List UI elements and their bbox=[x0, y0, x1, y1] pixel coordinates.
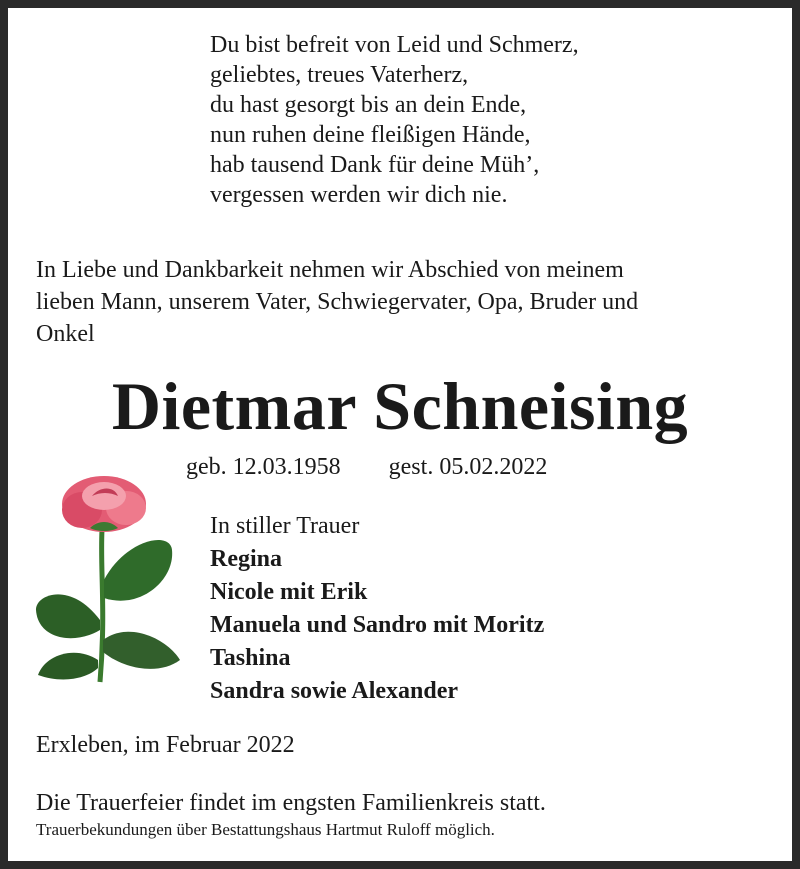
poem-line: hab tausend Dank für deine Müh’, bbox=[210, 152, 540, 178]
poem-line: nun ruhen deine fleißigen Hände, bbox=[210, 122, 531, 148]
deceased-name: Dietmar Schneising bbox=[111, 368, 689, 444]
poem-line: vergessen werden wir dich nie. bbox=[210, 182, 508, 208]
death-date: gest. 05.02.2022 bbox=[388, 454, 548, 480]
funeral-notice: Die Trauerfeier findet im engsten Familienkreis statt. bbox=[36, 790, 546, 816]
rose-stem bbox=[100, 530, 103, 682]
mourners-list bbox=[210, 510, 544, 708]
rose-leaf-left bbox=[36, 594, 100, 638]
mourner-name: Sandra sowie Alexander bbox=[210, 678, 459, 704]
intro-line: Onkel bbox=[36, 321, 95, 347]
rose-leaf-right bbox=[104, 540, 172, 601]
poem-line: geliebtes, treues Vaterherz, bbox=[210, 62, 469, 88]
intro-line: In Liebe und Dankbarkeit nehmen wir Abschied von meinem bbox=[36, 257, 624, 283]
rose-icon bbox=[30, 470, 190, 685]
intro-line: lieben Mann, unserem Vater, Schwiegervater, Opa, Bruder und bbox=[36, 289, 639, 315]
intro-text bbox=[36, 254, 776, 350]
mourner-name: Nicole mit Erik bbox=[210, 579, 368, 605]
poem-line: Du bist befreit von Leid und Schmerz, bbox=[210, 32, 579, 58]
life-dates bbox=[186, 452, 547, 482]
condolence-note: Trauerbekundungen über Bestattungshaus Hartmut Ruloff möglich. bbox=[36, 820, 495, 839]
mourner-name: Manuela und Sandro mit Moritz bbox=[210, 612, 545, 638]
mourners-lead: In stiller Trauer bbox=[210, 513, 360, 539]
poem bbox=[210, 30, 579, 210]
mourner-name: Regina bbox=[210, 546, 282, 572]
place-date: Erxleben, im Februar 2022 bbox=[36, 732, 295, 758]
rose-petal-inner bbox=[82, 482, 126, 510]
rose-leaf-lower-left bbox=[38, 653, 98, 680]
birth-date: geb. 12.03.1958 bbox=[186, 454, 341, 480]
rose-leaf-lower-right bbox=[103, 632, 180, 669]
poem-line: du hast gesorgt bis an dein Ende, bbox=[210, 92, 527, 118]
mourner-name: Tashina bbox=[210, 645, 291, 671]
